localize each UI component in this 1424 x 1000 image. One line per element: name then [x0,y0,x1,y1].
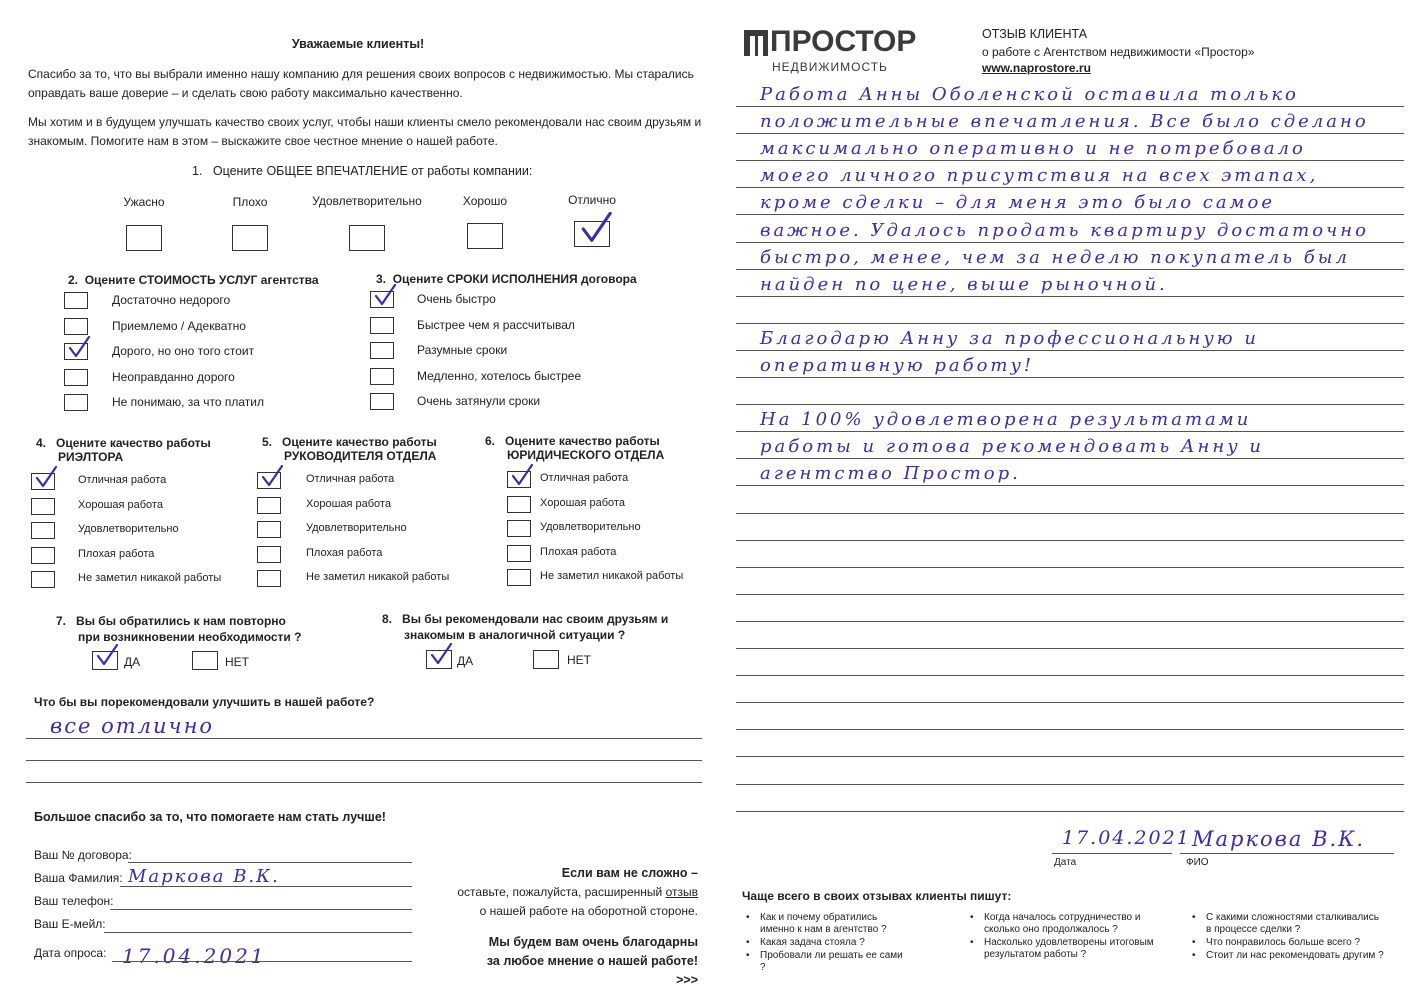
review-ruled-line [736,269,1404,270]
q6-option-label: Хорошая работа [540,496,625,509]
site-link[interactable]: www.naprostore.ru [982,61,1091,75]
contract-field[interactable] [128,862,412,863]
q3-option-label: Быстрее чем я рассчитывал [417,317,575,332]
tip-item: • Когда началось сотрудничество и сколько оно продолжалось ? [984,912,1154,936]
email-field[interactable] [104,932,412,933]
q4-title-line: РИЭЛТОРА [58,450,124,464]
q1-option-checkbox[interactable] [574,221,610,247]
review-ruled-line [736,350,1404,351]
check-mark-icon [260,465,284,489]
review-text-line[interactable]: Работа Анны Оболенской оставила только [760,84,1299,105]
q4-option-label: Не заметил никакой работы [78,572,222,584]
aside-text: оставьте, пожалуйста, расширенный [457,885,666,899]
q3-option-label: Медленно, хотелось быстрее [417,368,582,383]
q5-title-line: РУКОВОДИТЕЛЯ ОТДЕЛА [284,449,437,463]
q8-title-line: знакомым в аналогичной ситуации ? [404,628,626,642]
review-ruled-line [736,431,1404,432]
q8-title-line: Вы бы рекомендовали нас своим друзьям и [402,612,669,626]
review-ruled-line [736,567,1404,568]
signature-date[interactable]: 17.04.2021 [1062,827,1191,849]
review-ruled-line [736,540,1404,541]
q2-option-checkbox[interactable] [64,369,88,386]
q6-option-label: Удовлетворительно [540,521,641,533]
q4-number: 4. [36,436,47,450]
review-ruled-line [736,187,1404,188]
review-text-line[interactable]: кроме сделки – для меня это было самое [760,192,1275,213]
q2-title [68,273,319,287]
q4-option-checkbox[interactable] [31,571,55,588]
q6-option-checkbox[interactable] [507,520,531,537]
q1-title-caps: ОБЩЕЕ ВПЕЧАТЛЕНИЕ [266,164,408,178]
q2-option-checkbox[interactable] [64,343,88,360]
q5-option-checkbox[interactable] [257,472,281,489]
q6-title-line: ЮРИДИЧЕСКОГО ОТДЕЛА [507,448,665,462]
q1-title-suffix: от работы компании: [407,164,533,178]
q3-option-label: Разумные сроки [417,343,508,357]
review-ruled-line [736,377,1404,378]
q2-option-label: Не понимаю, за что платил [112,395,265,409]
q7-title-line: при возникновении необходимости ? [78,630,302,644]
q6-number: 6. [485,434,496,448]
q4-option-label: Хорошая работа [78,498,163,511]
review-text-line[interactable]: Благодарю Анну за профессиональную и [760,328,1259,349]
review-ruled-line [736,133,1404,134]
q1-option-checkbox[interactable] [126,225,162,251]
q5-option-checkbox[interactable] [257,521,281,538]
tip-item: • Какая задача стояла ? [760,937,910,949]
contract-label: Ваш № договора: [34,848,132,862]
aside-line: за любое мнение о нашей работе! [486,954,698,968]
q6-title [485,434,664,462]
q1-title-prefix: Оцените [212,164,267,178]
review-ruled-line [736,323,1404,324]
answer-line [26,760,702,761]
q4-title-line: Оцените качество работы [56,436,211,450]
review-ruled-line [736,648,1404,649]
aside-block [416,864,698,990]
review-ruled-line [736,513,1404,514]
review-text-line[interactable]: положительные впечатления. Все было сделано [760,111,1369,132]
q2-number: 2. [68,273,79,287]
review-ruled-line [736,594,1404,595]
phone-field[interactable] [110,909,412,910]
q4-option-label: Отличная работа [78,474,167,486]
q8-yes-label: ДА [457,654,474,668]
q7-no-label: НЕТ [225,655,249,669]
q6-option-checkbox[interactable] [507,545,531,562]
review-subtitle: о работе с Агентством недвижимости «Простор» [982,45,1255,59]
q8-number: 8. [382,612,393,626]
q1-option-label: Отлично [568,193,616,207]
q3-option-checkbox[interactable] [370,317,394,334]
q8-no-checkbox[interactable] [533,650,559,669]
q3-option-checkbox[interactable] [370,342,394,359]
intro-line: знакомым. Помогите нам в этом – выскажите свое честное мнение о нашей работе. [28,134,498,148]
review-ruled-line [736,811,1404,812]
check-mark-icon [95,644,119,668]
q1-option-checkbox[interactable] [232,225,268,251]
q2-option-checkbox[interactable] [64,292,88,309]
aside-line: о нашей работе на оборотной стороне. [479,904,698,918]
check-mark-icon [373,284,397,308]
q4-option-checkbox[interactable] [31,547,55,564]
q3-title-text: Оцените СРОКИ ИСПОЛНЕНИЯ договора [392,272,637,286]
phone-label: Ваш телефон: [34,894,114,908]
q7-yes-checkbox[interactable] [92,651,118,670]
date-field[interactable] [112,961,412,962]
q3-option-checkbox[interactable] [370,393,394,410]
review-text-line[interactable]: На 100% удовлетворена результатами [760,409,1252,430]
intro-line: Спасибо за то, что вы выбрали именно нашу компанию для решения своих вопросов с недвижимостью. Мы старались [28,67,694,81]
next-page-arrows[interactable]: >>> [676,973,698,987]
answer-line [26,738,702,739]
review-ruled-line [736,702,1404,703]
q5-option-label: Удовлетворительно [306,522,407,534]
tip-item: • Стоит ли нас рекомендовать другим ? [1206,950,1386,962]
q6-option-label: Плохая работа [540,545,617,558]
review-text-line[interactable]: максимально оперативно и не потребовало [760,138,1306,159]
review-text-line[interactable]: найден по цене, выше рыночной. [760,274,1168,295]
q7-yes-label: ДА [124,655,141,669]
q7-title [56,613,301,645]
q5-option-label: Хорошая работа [306,497,391,510]
tip-item: • Пробовали ли решать ее сами ? [760,950,910,974]
review-text-line[interactable]: моего личного присутствия на всех этапах, [760,165,1319,186]
review-ruled-line [736,160,1404,161]
review-text-line[interactable]: работы и готова рекомендовать Анну и [760,436,1264,457]
q5-title-line: Оцените качество работы [282,435,437,449]
improve-question: Что бы вы порекомендовали улучшить в нашей работе? [34,695,375,709]
q8-no-label: НЕТ [567,653,591,667]
q5-option-label: Не заметил никакой работы [306,571,450,583]
review-ruled-line [736,404,1404,405]
q6-option-checkbox[interactable] [507,569,531,586]
check-mark-icon [510,464,534,488]
logo-text: ПРОСТОР [770,25,917,58]
aside-line: Если вам не сложно – [561,866,698,880]
q3-option-checkbox[interactable] [370,368,394,385]
q5-number: 5. [262,435,273,449]
q3-number: 3. [376,272,387,286]
date-label: Дата опроса: [34,946,107,960]
check-mark-icon [67,336,91,360]
intro-line: оправдать ваше доверие – и сделать свою работу максимально качественно. [28,86,463,100]
q4-option-label: Удовлетворительно [78,523,179,535]
check-mark-icon [34,466,58,490]
q5-option-checkbox[interactable] [257,497,281,514]
q5-option-checkbox[interactable] [257,570,281,587]
q1-number: 1. [192,164,203,178]
q1-option-label: Ужасно [123,195,165,209]
answer-line [26,782,702,783]
q5-option-label: Плохая работа [306,546,383,559]
review-text-line[interactable]: важное. Удалось продать квартиру достаточно [760,220,1369,241]
q7-title-line: Вы бы обратились к нам повторно [76,614,286,628]
surname-field[interactable] [120,886,412,887]
q4-option-checkbox[interactable] [31,473,55,490]
surname-label: Ваша Фамилия: [34,871,123,885]
q3-option-checkbox[interactable] [370,291,394,308]
q1-title [192,164,532,178]
tip-item: • С какими сложностями сталкивались в процессе сделки ? [1206,912,1386,936]
logo-subtext: НЕДВИЖИМОСТЬ [772,60,888,74]
q8-yes-checkbox[interactable] [426,650,452,669]
check-mark-icon [579,212,613,246]
q6-option-label: Отличная работа [540,472,629,484]
q6-option-checkbox[interactable] [507,471,531,488]
review-ruled-line [736,756,1404,757]
review-text-line[interactable]: оперативную работу! [760,355,1035,376]
check-mark-icon [429,643,453,667]
q4-option-checkbox[interactable] [31,522,55,539]
q8-title [382,611,668,643]
aside-line: Мы будем вам очень благодарны [488,935,698,949]
q2-option-checkbox[interactable] [64,394,88,411]
review-ruled-line [736,784,1404,785]
q3-option-label: Очень затянули сроки [417,394,541,408]
tip-item: • Как и почему обратились именно к нам в агентство ? [760,912,910,936]
q5-option-checkbox[interactable] [257,546,281,563]
q1-option-label: Хорошо [462,194,508,208]
review-ruled-line [736,729,1404,730]
q2-option-label: Достаточно недорого [112,293,231,307]
q4-option-label: Плохая работа [78,547,155,560]
q3-option-label: Очень быстро [417,292,496,306]
date-caption: Дата [1054,857,1077,868]
signature-name[interactable]: Маркова В.К. [1192,827,1366,851]
q6-option-checkbox[interactable] [507,496,531,513]
tip-item: • Что понравилось больше всего ? [1206,937,1386,949]
review-ruled-line [736,485,1404,486]
q5-title [262,435,437,463]
q7-number: 7. [56,614,67,628]
q4-option-checkbox[interactable] [31,498,55,515]
improve-answer[interactable]: все отлично [50,714,215,738]
q2-title-text: Оцените СТОИМОСТЬ УСЛУГ агентства [84,273,319,287]
review-title: ОТЗЫВ КЛИЕНТА [982,27,1088,41]
q2-option-label: Неоправданно дорого [112,369,235,384]
review-ruled-line [736,242,1404,243]
name-caption: ФИО [1186,857,1209,868]
review-ruled-line [736,214,1404,215]
q6-title-line: Оцените качество работы [505,434,660,448]
review-ruled-line [736,296,1404,297]
review-text-line[interactable]: быстро, менее, чем за неделю покупатель был [760,247,1350,268]
thanks-text: Большое спасибо за то, что помогаете нам стать лучше! [34,810,386,824]
review-text-line[interactable]: агентство Простор. [760,463,1021,484]
q7-no-checkbox[interactable] [192,651,218,670]
greeting: Уважаемые клиенты! [291,37,425,51]
review-ruled-line [736,621,1404,622]
q1-option-label: Удовлетворительно [312,194,422,208]
q3-title [376,272,637,286]
q2-option-label: Дорого, но оно того стоит [112,344,255,358]
review-ruled-line [736,106,1404,107]
q1-option-checkbox[interactable] [349,225,385,251]
q2-option-checkbox[interactable] [64,318,88,335]
q1-option-label: Плохо [232,195,268,209]
intro-line: Мы хотим и в будущем улучшать качество своих услуг, чтобы наши клиенты смело рекомендовали нас своим друзьям и [28,115,702,129]
q4-title [36,436,211,464]
review-ruled-line [736,458,1404,459]
q5-option-label: Отличная работа [306,473,395,485]
q6-option-label: Не заметил никакой работы [540,570,684,582]
date-value[interactable]: 17.04.2021 [122,944,267,968]
q2-option-label: Приемлемо / Адекватно [112,318,246,333]
email-label: Ваш E-мейл: [34,917,106,931]
aside-line [416,883,698,902]
review-ruled-line [736,675,1404,676]
review-link[interactable]: отзыв [665,885,698,899]
tips-title: Чаще всего в своих отзывах клиенты пишут: [742,889,1012,903]
date-line [1052,853,1172,854]
q1-option-checkbox[interactable] [467,223,503,249]
tip-item: • Насколько удовлетворены итоговым результатом работы ? [984,937,1154,961]
name-line [1180,853,1394,854]
surname-value[interactable]: Маркова В.К. [128,866,280,887]
